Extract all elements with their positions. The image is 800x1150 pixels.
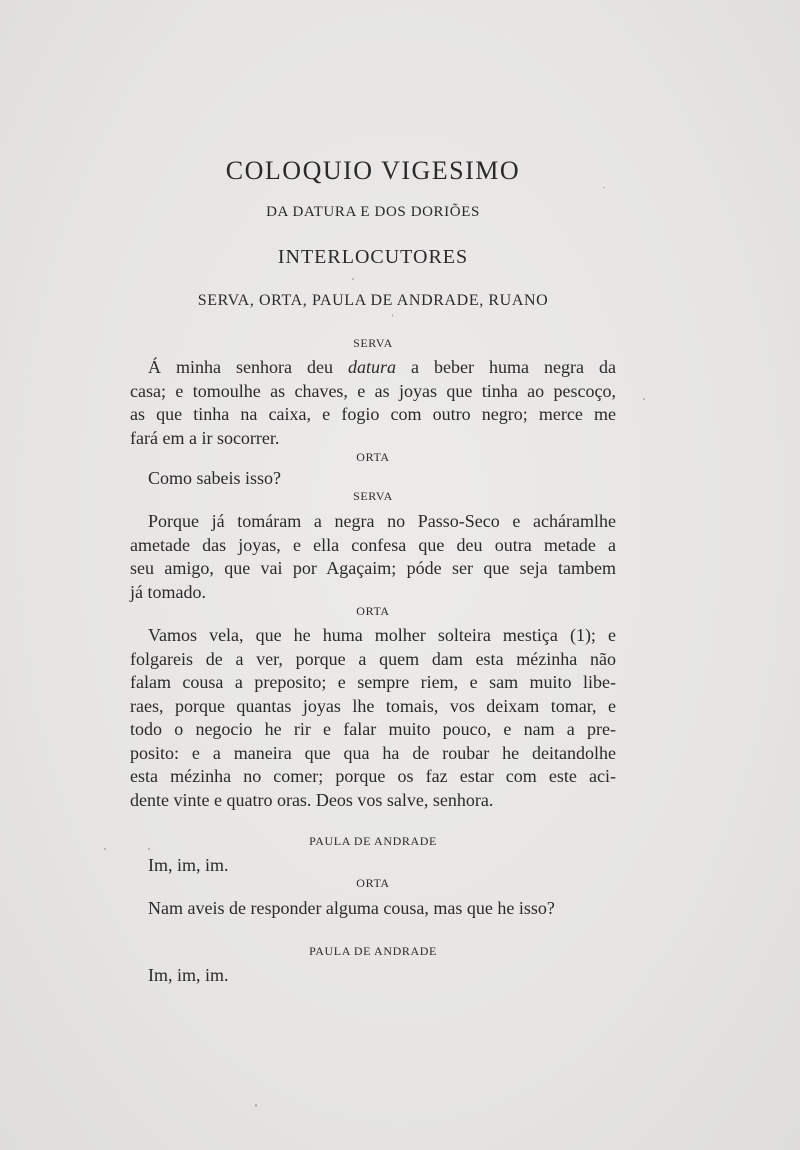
speech-line: Im, im, im. bbox=[148, 855, 229, 875]
speech-line: já tomado. bbox=[130, 581, 206, 602]
speech-line: Porque já tomáram a negra no Passo-Seco e acháramlhe bbox=[148, 511, 616, 531]
speech-line: Im, im, im. bbox=[148, 965, 229, 985]
speech-line: posito: e a maneira que qua ha de roubar he deitandolhe bbox=[130, 742, 616, 763]
speaker-label: PAULA DE ANDRADE bbox=[309, 834, 437, 848]
speech-line: ametade das joyas, e ella confesa que deu outra metade a bbox=[130, 534, 616, 555]
speech-line: fará em a ir socorrer. bbox=[130, 427, 280, 448]
speaker-label: ORTA bbox=[356, 450, 390, 464]
speech-line: todo o negocio he rir e falar muito pouco, e nam a pre- bbox=[130, 719, 616, 739]
speaker-label: ORTA bbox=[356, 876, 390, 890]
speaker-label: SERVA bbox=[353, 336, 393, 350]
speech-line: falam cousa a preposito; e sempre riem, e sam muito libe- bbox=[130, 672, 616, 692]
speech-line: raes, porque quantas joyas lhe tomais, vos deixam tomar, e bbox=[130, 695, 616, 716]
speech-paragraph bbox=[130, 510, 616, 604]
speaker-label: PAULA DE ANDRADE bbox=[309, 944, 437, 958]
speaker-label: ORTA bbox=[356, 604, 390, 618]
chapter-subtitle: DA DATURA E DOS DORIÕES bbox=[266, 204, 480, 220]
speech-line: seu amigo, que vai por Agaçaim; póde ser que seja tambem bbox=[130, 558, 616, 578]
speech-line: Como sabeis isso? bbox=[148, 468, 281, 488]
interlocutors-list: SERVA, ORTA, PAULA DE ANDRADE, RUANO bbox=[197, 292, 549, 309]
speech-line: casa; e tomoulhe as chaves, e as joyas que tinha ao pescoço, bbox=[130, 380, 616, 401]
speech-line: esta mézinha no comer; porque os faz estar com este aci- bbox=[130, 766, 616, 786]
speech-line: dente vinte e quatro oras. Deos vos salve, senhora. bbox=[130, 789, 494, 810]
speech-paragraph bbox=[130, 356, 616, 450]
speech-line: Vamos vela, que he huma molher solteira mestiça (1); e bbox=[148, 625, 616, 645]
speech-paragraph bbox=[130, 624, 616, 812]
interlocutors-heading: INTERLOCUTORES bbox=[277, 246, 469, 268]
speaker-label: SERVA bbox=[353, 489, 393, 503]
speech-line: Nam aveis de responder alguma cousa, mas que he isso? bbox=[148, 898, 555, 918]
chapter-title: COLOQUIO VIGESIMO bbox=[225, 156, 521, 185]
speech-line: as que tinha na caixa, e fogio com outro negro; merce me bbox=[130, 404, 616, 424]
speech-line: Á minha senhora deu datura a beber huma negra da bbox=[148, 357, 616, 377]
italic-term: datura bbox=[348, 357, 397, 377]
speech-line: folgareis de a ver, porque a quem dam esta mézinha não bbox=[130, 648, 616, 669]
